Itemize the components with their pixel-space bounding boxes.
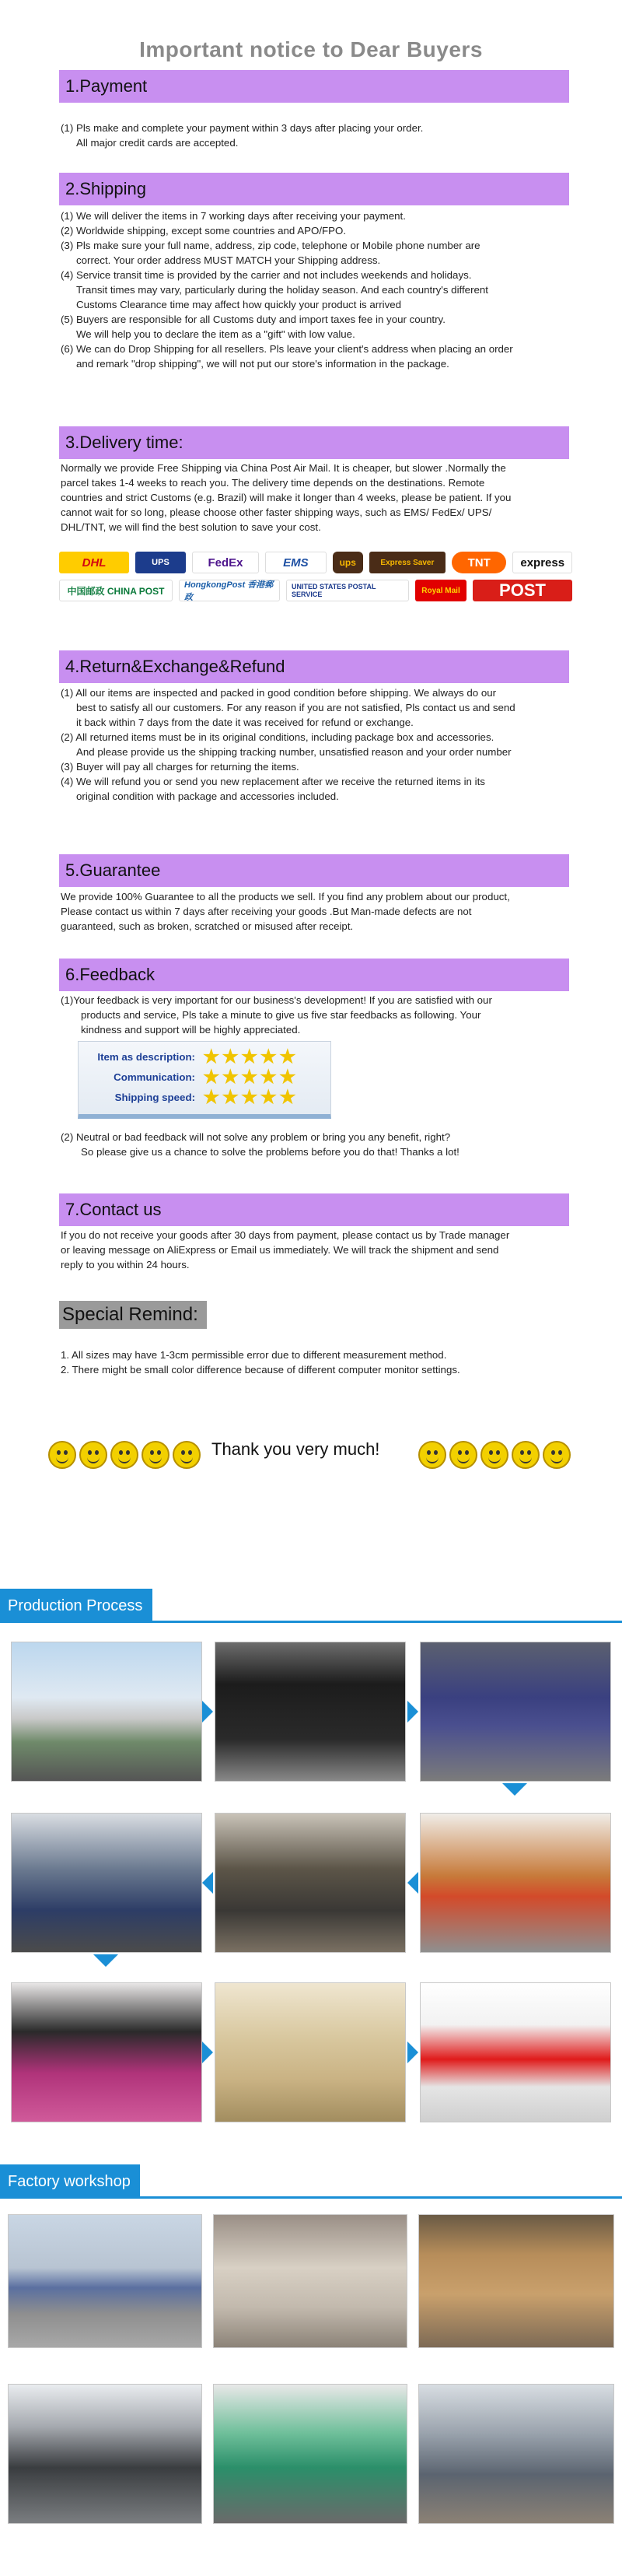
special-remind-body <box>61 1348 574 1377</box>
delivery-line: DHL/TNT, we will find the best solution to save your cost. <box>61 521 321 533</box>
usps-logo: UPS <box>135 552 186 573</box>
remind-item: 2. There might be small color difference because of different computer monitor settings. <box>61 1364 460 1376</box>
shipping-line: (3) Pls make sure your full name, address, zip code, telephone or Mobile phone number are <box>61 240 480 251</box>
delivery-heading: 3.Delivery time: <box>59 426 569 459</box>
page-title: Important notice to Dear Buyers <box>139 37 483 61</box>
star-icons: ★★★★★ <box>203 1067 299 1088</box>
production-photo-fabric-rolls <box>215 1642 406 1782</box>
feedback-line: (2) Neutral or bad feedback will not solve any problem or bring you any benefit, right? <box>61 1131 451 1143</box>
shipping-line: Transit times may vary, particularly during the holiday season. And each country's different <box>76 284 488 296</box>
feedback-line: products and service, Pls take a minute to give us five star feedbacks as following. Your <box>81 1009 481 1021</box>
feedback-body-b <box>61 1130 574 1159</box>
flow-arrow-right-icon <box>407 2042 418 2063</box>
guarantee-line: guaranteed, such as broken, scratched or misused after receipt. <box>61 920 354 932</box>
feedback-line: kindness and support will be highly appreciated. <box>81 1024 301 1036</box>
production-photo-delivery-truck <box>420 1982 611 2122</box>
flow-arrow-right-icon <box>202 2042 213 2063</box>
express-logo: express <box>512 552 572 573</box>
usps-postal-logo: UNITED STATES POSTAL SERVICE <box>286 580 409 601</box>
feedback-line: So please give us a chance to solve the problems before you do that! Thanks a lot! <box>81 1146 460 1158</box>
express-saver-logo: Express Saver <box>369 552 446 573</box>
china-post-logo: 中国邮政 CHINA POST <box>59 580 173 601</box>
feedback-line: (1)Your feedback is very important for our business's development! If you are satisfied with our <box>61 994 492 1006</box>
guarantee-line: We provide 100% Guarantee to all the products we sell. If you find any problem about our product, <box>61 891 510 902</box>
payment-heading: 1.Payment <box>59 70 569 103</box>
refund-line: (2) All returned items must be in its original conditions, including package box and accessories. <box>61 731 494 743</box>
shipping-line: (6) We can do Drop Shipping for all resellers. Pls leave your client's address when placing an order <box>61 343 513 355</box>
shipping-line: (5) Buyers are responsible for all Customs duty and import taxes fee in your country. <box>61 314 446 325</box>
refund-line: (3) Buyer will pay all charges for returning the items. <box>61 761 299 773</box>
workshop-photo-green-machines <box>213 2384 407 2524</box>
shipping-line: (1) We will deliver the items in 7 working days after receiving your payment. <box>61 210 406 222</box>
production-photo-worker-assembly <box>215 1813 406 1953</box>
payment-body <box>61 121 574 150</box>
refund-line: (1) All our items are inspected and packed in good condition before shipping. We always do our <box>61 687 497 699</box>
flow-arrow-down-icon <box>93 1954 118 1967</box>
banner-divider <box>0 1621 622 1623</box>
contact-line: or leaving message on AliExpress or Email us immediately. We will track the shipment and send <box>61 1244 499 1256</box>
thank-you-text: Thank you very much! <box>211 1439 380 1459</box>
contact-heading: 7.Contact us <box>59 1193 569 1226</box>
workshop-photo-warehouse-shelves <box>418 2214 614 2348</box>
delivery-line: countries and strict Customs (e.g. Brazil) will make it longer than 4 weeks, please be patient. If you <box>61 492 512 503</box>
smiley-group-right <box>418 1441 571 1469</box>
remind-item: 1. All sizes may have 1-3cm permissible error due to different measurement method. <box>61 1349 447 1361</box>
ems-logo: EMS <box>265 552 326 573</box>
carrier-logos-row-2 <box>59 577 572 604</box>
refund-heading: 4.Return&Exchange&Refund <box>59 650 569 683</box>
feedback-body-a <box>61 993 574 1037</box>
production-photo-cutting-table <box>420 1642 611 1782</box>
workshop-photo-assembly-hall <box>213 2214 407 2348</box>
rating-label: Shipping speed: <box>114 1092 195 1103</box>
factory-workshop-banner: Factory workshop <box>0 2164 140 2199</box>
workshop-photo-factory-building <box>8 2214 202 2348</box>
star-icons: ★★★★★ <box>203 1087 299 1108</box>
smiley-icon <box>173 1441 201 1469</box>
royal-mail-logo: Royal Mail <box>415 580 466 601</box>
tnt-logo: TNT <box>452 552 507 573</box>
payment-line-2: All major credit cards are accepted. <box>76 137 239 149</box>
flow-arrow-left-icon <box>202 1872 213 1894</box>
guarantee-line: Please contact us within 7 days after receiving your goods .But Man-made defects are not <box>61 906 472 917</box>
contact-body <box>61 1228 574 1272</box>
carrier-logos-row-1 <box>59 549 572 576</box>
refund-body <box>61 685 574 804</box>
workshop-photo-workers-table <box>8 2384 202 2524</box>
smiley-icon <box>418 1441 446 1469</box>
rating-row <box>85 1088 326 1107</box>
flow-arrow-right-icon <box>407 1701 418 1723</box>
rating-label: Communication: <box>114 1071 195 1083</box>
rating-row <box>85 1068 326 1087</box>
guarantee-body <box>61 889 574 934</box>
banner-divider <box>0 2196 622 2199</box>
feedback-heading: 6.Feedback <box>59 959 569 991</box>
rating-row <box>85 1048 326 1067</box>
refund-line: original condition with package and accessories included. <box>76 790 339 802</box>
star-icons: ★★★★★ <box>203 1046 299 1067</box>
rating-label: Item as description: <box>97 1051 195 1063</box>
refund-line: And please provide us the shipping tracking number, unsatisfied reason and your order number <box>76 746 512 758</box>
contact-line: reply to you within 24 hours. <box>61 1259 190 1270</box>
refund-line: (4) We will refund you or send you new replacement after we receive the returned items in its <box>61 776 485 787</box>
fedex-logo: FedEx <box>192 552 259 573</box>
shipping-line: and remark "drop shipping", we will not put our store's information in the package. <box>76 358 449 370</box>
smiley-icon <box>543 1441 571 1469</box>
smiley-icon <box>449 1441 477 1469</box>
payment-line-1: (1) Pls make and complete your payment within 3 days after placing your order. <box>61 122 424 134</box>
ups-logo: ups <box>333 552 363 573</box>
hongkong-post-logo: HongkongPost 香港郵政 <box>179 580 280 601</box>
refund-line: best to satisfy all our customers. For any reason if you are not satisfied, Pls contact us and send <box>76 702 515 713</box>
smiley-icon <box>512 1441 540 1469</box>
shipping-line: (2) Worldwide shipping, except some countries and APO/FPO. <box>61 225 347 237</box>
flow-arrow-down-icon <box>502 1783 527 1796</box>
production-photo-factory-exterior <box>11 1642 202 1782</box>
production-process-banner: Production Process <box>0 1589 152 1623</box>
delivery-line: Normally we provide Free Shipping via China Post Air Mail. It is cheaper, but slower .Normally the <box>61 462 506 474</box>
shipping-body <box>61 209 574 371</box>
delivery-line: cannot wait for so long, please choose other faster shipping ways, such as EMS/ FedEx/ UPS/ <box>61 506 492 518</box>
workshop-photo-workshop-hall <box>418 2384 614 2524</box>
flow-arrow-right-icon <box>202 1701 213 1723</box>
production-photo-sewing-floor <box>11 1813 202 1953</box>
smiley-icon <box>79 1441 107 1469</box>
production-photo-finished-bags <box>11 1982 202 2122</box>
shipping-line: correct. Your order address MUST MATCH your Shipping address. <box>76 254 381 266</box>
dhl-logo: DHL <box>59 552 129 573</box>
shipping-heading: 2.Shipping <box>59 173 569 205</box>
shipping-line: Customs Clearance time may affect how quickly your product is arrived <box>76 299 402 310</box>
delivery-body <box>61 461 574 534</box>
guarantee-heading: 5.Guarantee <box>59 854 569 887</box>
smiley-icon <box>48 1441 76 1469</box>
production-photo-packed-boxes <box>215 1982 406 2122</box>
production-photo-press-machine <box>420 1813 611 1953</box>
shipping-line: (4) Service transit time is provided by the carrier and not includes weekends and holidays. <box>61 269 472 281</box>
smiley-icon <box>480 1441 508 1469</box>
contact-line: If you do not receive your goods after 30 days from payment, please contact us by Trade manager <box>61 1229 510 1241</box>
smiley-group-left <box>48 1441 201 1469</box>
flow-arrow-left-icon <box>407 1872 418 1894</box>
special-remind-heading: Special Remind: <box>59 1301 207 1329</box>
smiley-icon <box>110 1441 138 1469</box>
smiley-icon <box>142 1441 169 1469</box>
refund-line: it back within 7 days from the date it was received for refund or exchange. <box>76 717 414 728</box>
delivery-line: parcel takes 1-4 weeks to reach you. The delivery time depends on the destinations. Remote <box>61 477 485 489</box>
shipping-line: We will help you to declare the item as a "gift" with low value. <box>76 328 355 340</box>
post-logo: POST <box>473 580 572 601</box>
star-rating-box <box>78 1041 331 1119</box>
